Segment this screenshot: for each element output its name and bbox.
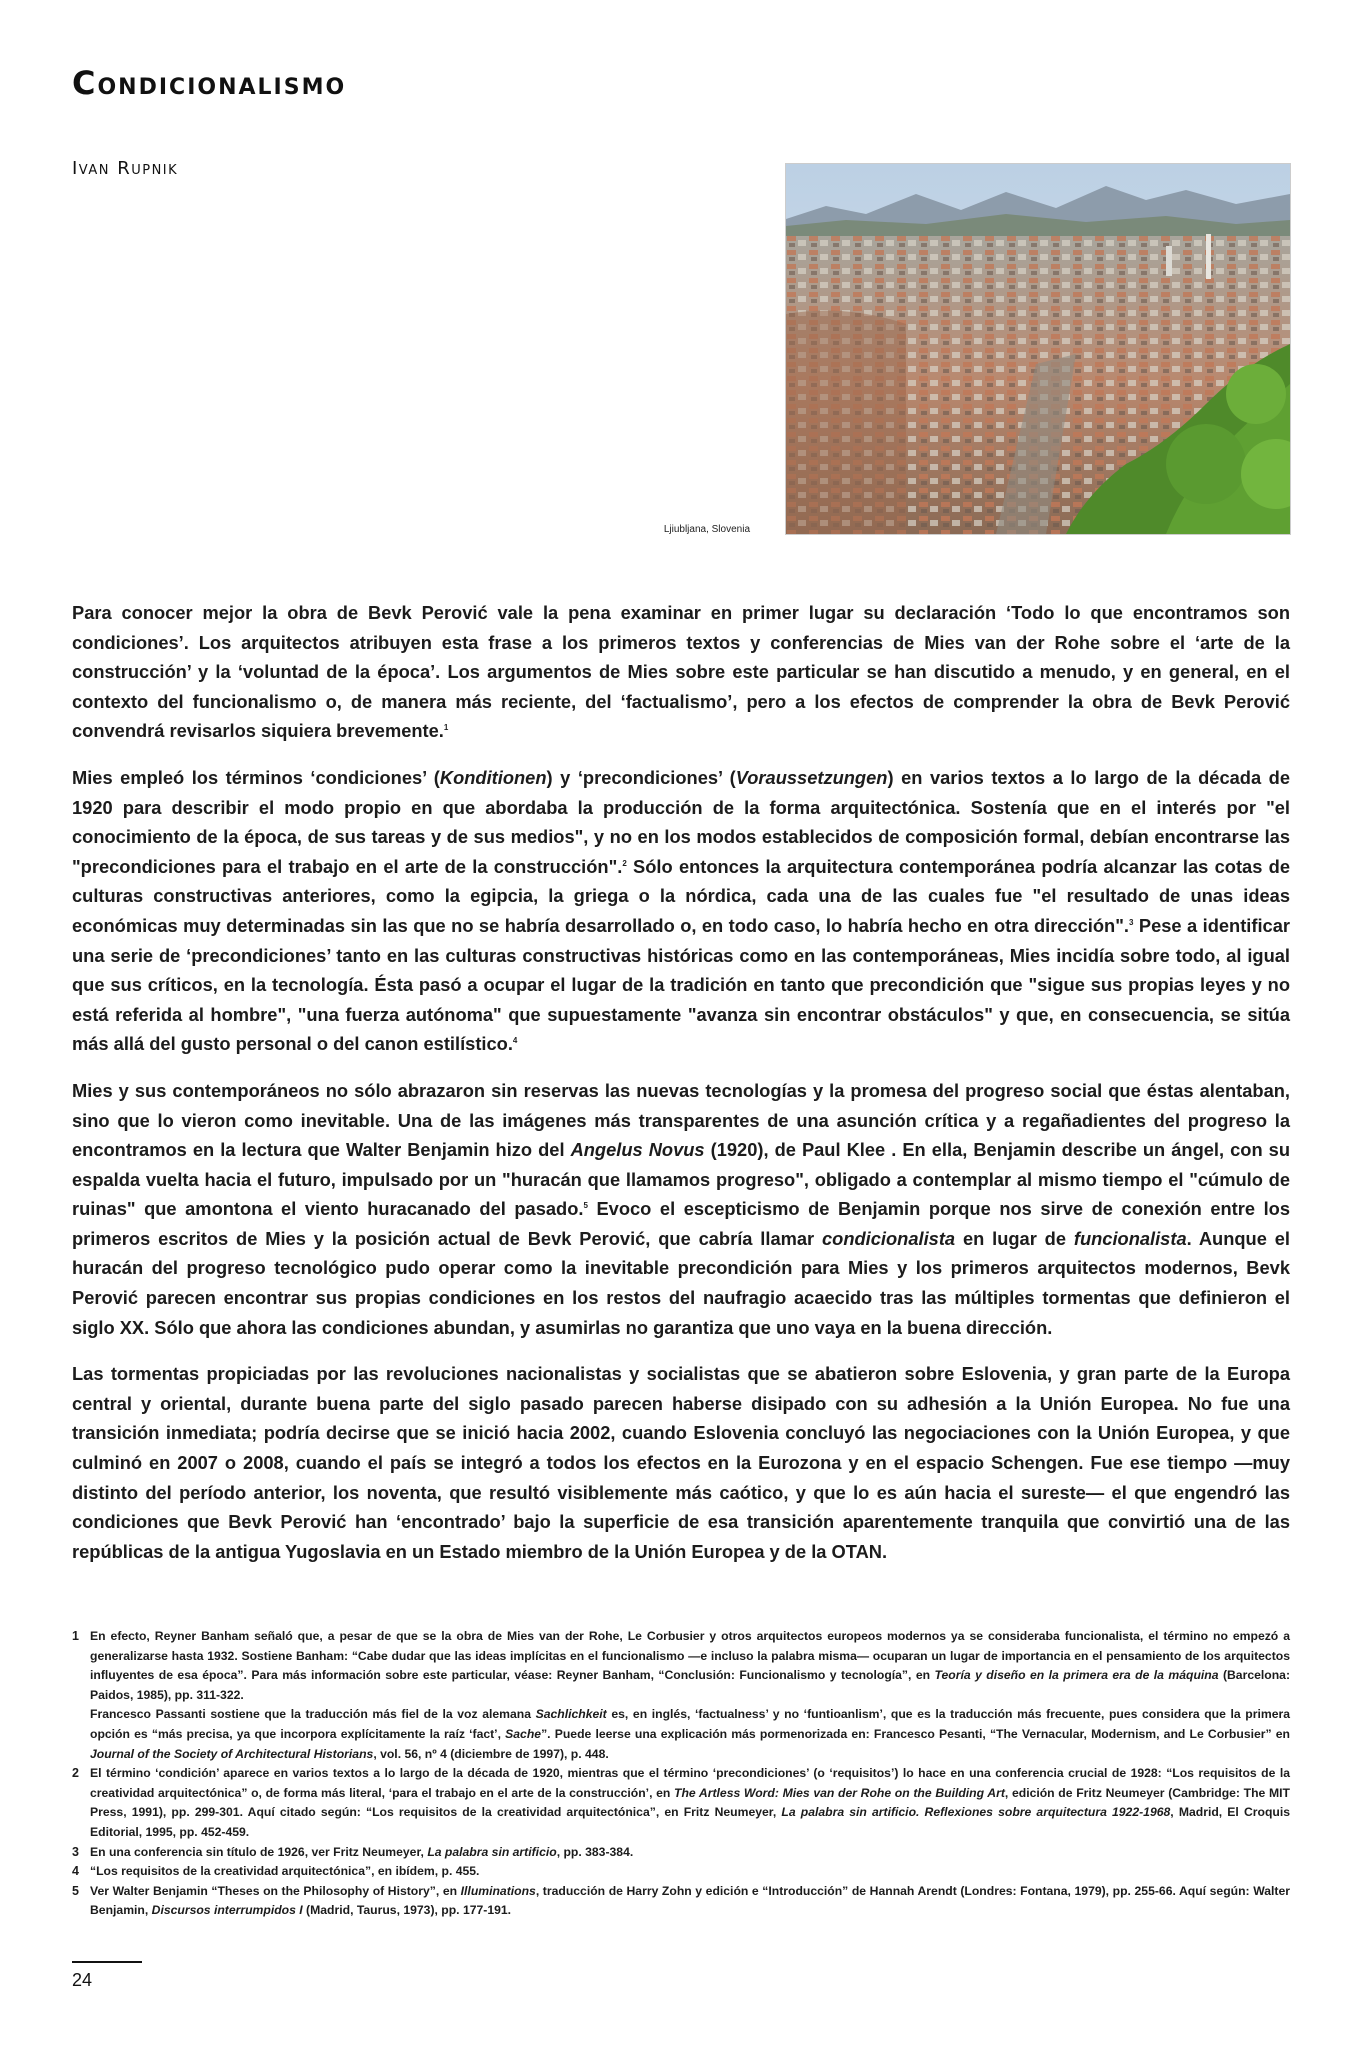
paragraph-3: Mies y sus contemporáneos no sólo abrazaron sin reservas las nuevas tecnologías y la promesa del progreso social que éstas alentaban, sino que lo vieron como inevitable. Una de las imágenes más transparentes de una asunción crítica y a regañadientes del progreso la encontramos en la lectura que Walter Benjamin hizo del Angelus Novus (1920), de Paul Klee . En ella, Benjamin describe un ángel, con su espalda vuelta hacia el futuro, impulsado por un "huracán que llamamos progreso", obligado a contemplar al mismo tiempo el "cúmulo de ruinas" que amontona el viento huracanado del pasado.$^5$ Evoco el escepticismo de Benjamin porque nos sirve de conexión entre los primeros escritos de Mies y la posición actual de Bevk Perović, que cabría llamar condicionalista en lugar de funcionalista. Aunque el huracán del progreso tecnológico pudo operar como la inevitable precondición para Mies y los primeros arquitectos modernos, Bevk Perović parecen encontrar sus propias condiciones en los restos del naufragio acaecido tras las múltiples tormentas que definieron el siglo XX. Sólo que ahora las condiciones abundan, y asumirlas no garantiza que uno vaya en la buena dirección. [72, 1079, 1291, 1338]
footnote-4: 4 “Los requisitos de la creatividad arquitectónica”, en ibídem, p. 455. [72, 1864, 480, 1879]
ljubljana-photo [785, 163, 1291, 535]
article-body [72, 598, 1290, 1583]
author-name: Ivan Rupnik [72, 158, 179, 179]
paragraph-4: Las tormentas propiciadas por las revoluciones nacionalistas y socialistas que se abatieron sobre Eslovenia, y gran parte de la Europa central y oriental, durante buena parte del siglo pasado parecen haberse disipado con su adhesión a la Unión Europea. No fue una transición inmediata; podría decirse que se inició hacia 2002, cuando Eslovenia concluyó las negociaciones con la Unión Europea, y que culminó en 2007 o 2008, cuando el país se integró a todos los efectos en la Eurozona y en el espacio Schengen. Fue ese tiempo —muy distinto del período anterior, los noventa, que resultó visiblemente más caótico, y que lo es aún hacia el sureste— el que engendró las condiciones que Bevk Perović han ‘encontrado’ bajo la superficie de esa transición aparentemente tranquila que convirtió una de las repúblicas de la antigua Yugoslavia en un Estado miembro de la Unión Europea y de la OTAN. [72, 1363, 1290, 1562]
footnote-5: 5 Ver Walter Benjamin “Theses on the Philosophy of History”, en Illuminations, traducción de Harry Zohn y edición e “Introducción” de Hannah Arendt (Londres: Fontana, 1979), pp. 255-66. Aquí según: Walter Benjamin, Discursos interrumpidos I (Madrid, Taurus, 1973), pp. 177-191. [72, 1883, 1290, 1918]
footnotes [72, 1627, 1290, 1921]
page-number: 24 [72, 1970, 93, 1990]
article-title: Condicionalismo [72, 64, 347, 102]
paragraph-1: Para conocer mejor la obra de Bevk Perović vale la pena examinar en primer lugar su declaración ‘Todo lo que encontramos son condiciones’. Los arquitectos atribuyen esta frase a los primeros textos y conferencias de Mies van der Rohe sobre el ‘arte de la construcción’ y la ‘voluntad de la época’. Los argumentos de Mies sobre este particular se han discutido a menudo, y en general, en el contexto del funcionalismo o, de manera más reciente, del ‘factualismo’, pero a los efectos de comprender la obra de Bevk Perović convendrá revisarlos siquiera brevemente.$^1$ [72, 602, 1290, 742]
footnote-3: 3 En una conferencia sin título de 1926, ver Fritz Neumeyer, La palabra sin artificio, pp. 383-384. [72, 1844, 634, 1859]
page-number-rule [72, 1961, 142, 1963]
city-aerial-photo [786, 164, 1290, 534]
paragraph-2: Mies empleó los términos ‘condiciones’ (Konditionen) y ‘precondiciones’ (Voraussetzungen) en varios textos a lo largo de la década de 1920 para describir el modo propio en que abordaba la producción de la forma arquitectónica. Sostenía que en el interés por "el conocimiento de la época, de sus tareas y de sus medios", y no en los modos establecidos de composición formal, debían encontrarse las "precondiciones para el trabajo en el arte de la construcción".$^2$ Sólo entonces la arquitectura contemporánea podría alcanzar las cotas de culturas constructivas anteriores, como la egipcia, la griega o la nórdica, cada una de las cuales fue "el resultado de unas ideas económicas muy determinadas sin las que no se habría desarrollado o, en todo caso, lo habría hecho en otra dirección".$^3$ Pese a identificar una serie de ‘precondiciones’ tanto en las culturas constructivas históricas como en las contemporáneas, Mies incidía sobre todo, al igual que sus críticos, en la tecnología. Ésta pasó a ocupar el lugar de la tradición en tanto que precondición que "sigue sus propias leyes y no está referida al hombre", "una fuerza autónoma" que supuestamente "avanza sin encontrar obstáculos" y que, en consecuencia, se sitúa más allá del gusto personal o del canon estilístico.$^4$ [72, 766, 1291, 1055]
photo-caption: Ljiubljana, Slovenia [663, 524, 750, 535]
footnote-2: 2 El término ‘condición’ aparece en varios textos a lo largo de la década de 1920, mientras que el término ‘precondiciones’ (o ‘requisitos’) lo hace en una conferencia crucial de 1928: “Los requisitos de la creatividad arquitectónica” o, de forma más literal, ‘para el trabajo en el arte de la construcción’, en The Artless Word: Mies van der Rohe on the Building Art, edición de Fritz Neumeyer (Cambridge: The MIT Press, 1991), pp. 299-301. Aquí citado según: “Los requisitos de la creatividad arquitectónica”, en Fritz Neumeyer, La palabra sin artificio. Reflexiones sobre arquitectura 1922-1968, Madrid, El Croquis Editorial, 1995, pp. 452-459. [72, 1766, 1290, 1839]
footnote-1: 1 En efecto, Reyner Banham señaló que, a pesar de que se la obra de Mies van der Rohe, Le Corbusier y otros arquitectos europeos modernos ya se consideraba funcionalista, el término no empezó a generalizarse hasta 1932. Sostiene Banham: “Cabe dudar que las ideas implícitas en el funcionalismo —e incluso la palabra misma— ocuparan un lugar de importancia en el pensamiento de los arquitectos influyentes de esa época”. Para más información sobre este particular, véase: Reyner Banham, “Conclusión: Funcionalismo y tecnología”, en Teoría y diseño en la primera era de la máquina (Barcelona: Paidos, 1985), pp. 311-322. Francesco Passanti sostiene que la traducción más fiel de la voz alemana Sachlichkeit es, en inglés, ‘factualness’ y no ‘funtioanlism’, que es la traducción más frecuente, pues considera que la primera opción es “más precisa, ya que incorpora explícitamente la raíz ‘fact’, Sache”. Puede leerse una explicación más pormenorizada en: Francesco Pesanti, “The Vernacular, Modernism, and Le Corbusier” en Journal of the Society of Architectural Historians, vol. 56, nº 4 (diciembre de 1997), p. 448. [72, 1629, 1291, 1761]
